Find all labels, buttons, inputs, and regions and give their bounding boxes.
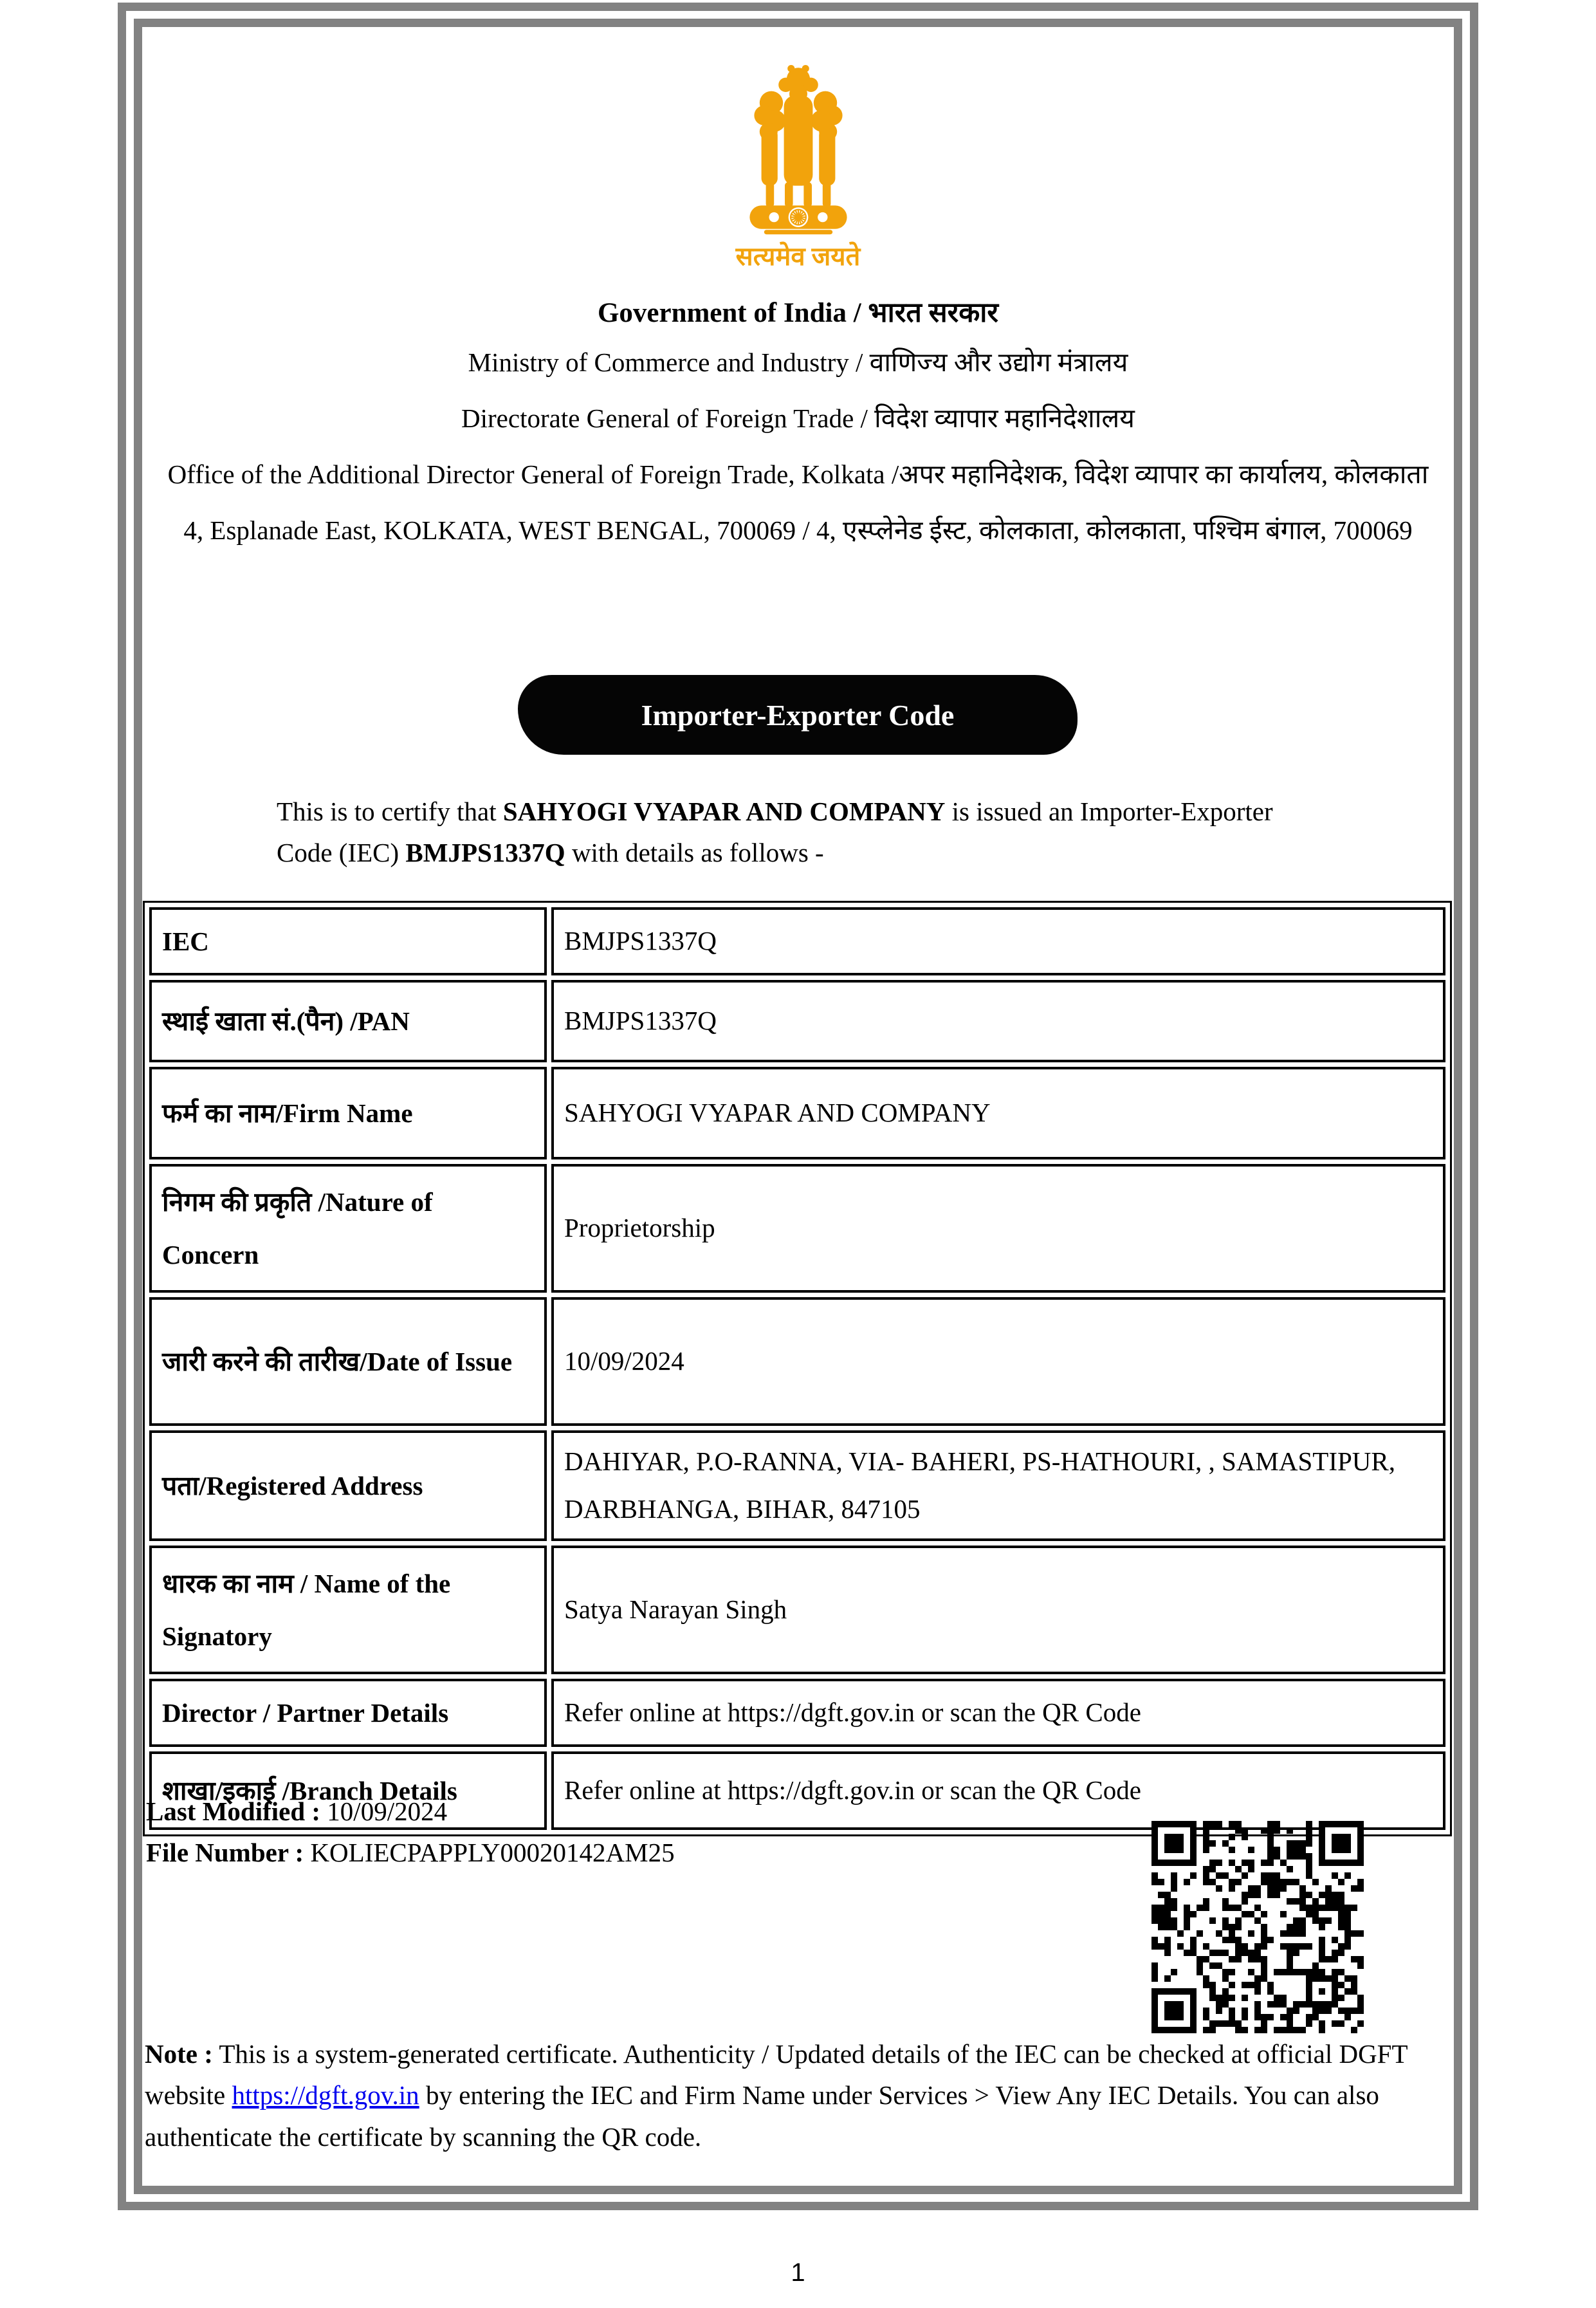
row-label: जारी करने की तारीख/Date of Issue bbox=[149, 1297, 547, 1426]
note-label: Note : bbox=[145, 2039, 213, 2069]
row-value: 10/09/2024 bbox=[551, 1297, 1445, 1426]
firm-name: SAHYOGI VYAPAR AND COMPANY bbox=[502, 797, 946, 826]
note-text bbox=[145, 2033, 1425, 2157]
badge-title: Importer-Exporter Code bbox=[641, 698, 955, 732]
iec-details-table bbox=[143, 901, 1452, 1836]
ministry-line: Ministry of Commerce and Industry / वाणिज्य और उद्योग मंत्रालय bbox=[468, 347, 1128, 377]
row-label: स्थाई खाता सं.(पैन) /PAN bbox=[149, 980, 547, 1062]
table-row bbox=[149, 1546, 1445, 1674]
row-label: पता/Registered Address bbox=[149, 1430, 547, 1541]
iec-code: BMJPS1337Q bbox=[405, 837, 565, 867]
row-value: BMJPS1337Q bbox=[551, 907, 1445, 975]
note-after-link: by entering the IEC and Firm Name under Services > View Any IEC Details. You can also authenticate the certificate by scanning the QR code. bbox=[145, 2080, 1379, 2152]
certificate-header bbox=[142, 56, 1454, 554]
table-row bbox=[149, 1430, 1445, 1541]
row-value: Satya Narayan Singh bbox=[551, 1546, 1445, 1674]
row-label: IEC bbox=[149, 907, 547, 975]
table-row bbox=[149, 1297, 1445, 1426]
row-label: धारक का नाम / Name of the Signatory bbox=[149, 1546, 547, 1674]
certificate-content bbox=[142, 27, 1454, 2186]
file-number-row bbox=[146, 1833, 675, 1874]
certify-prefix: This is to certify that bbox=[277, 797, 503, 826]
page-number: 1 bbox=[791, 2258, 805, 2287]
iec-details-table-body bbox=[149, 907, 1445, 1830]
qr-code bbox=[1151, 1821, 1364, 2033]
table-row bbox=[149, 980, 1445, 1062]
row-value: Proprietorship bbox=[551, 1164, 1445, 1293]
certificate-outer-border bbox=[118, 3, 1478, 2210]
file-number-value: KOLIECPAPPLY00020142AM25 bbox=[310, 1837, 675, 1867]
last-modified-row bbox=[146, 1791, 675, 1833]
row-value: Refer online at https://dgft.gov.in or scan the QR Code bbox=[551, 1679, 1445, 1747]
row-label: फर्म का नाम/Firm Name bbox=[149, 1067, 547, 1159]
row-label: Director / Partner Details bbox=[149, 1679, 547, 1747]
office-line: Office of the Additional Director General of Foreign Trade, Kolkata /अपर महानिदेशक, विदेश व्यापार का कार्यालय, कोलकाता bbox=[167, 459, 1429, 489]
row-label: शाखा/इकाई /Branch Details bbox=[149, 1751, 547, 1830]
table-row bbox=[149, 1067, 1445, 1159]
last-modified-value: 10/09/2024 bbox=[327, 1796, 448, 1826]
certification-statement bbox=[277, 791, 1332, 873]
file-number-label: File Number : bbox=[146, 1837, 304, 1867]
dgft-website-link[interactable]: https://dgft.gov.in bbox=[232, 2080, 419, 2110]
directorate-line: Directorate General of Foreign Trade / विदेश व्यापार महानिदेशालय bbox=[461, 403, 1135, 433]
government-of-india-line: Government of India / भारत सरकार bbox=[597, 298, 999, 328]
row-value: DAHIYAR, P.O-RANNA, VIA- BAHERI, PS-HATHOURI, , SAMASTIPUR, DARBHANGA, BIHAR, 847105 bbox=[551, 1430, 1445, 1541]
row-label: निगम की प्रकृति /Nature of Concern bbox=[149, 1164, 547, 1293]
certificate-inner-border bbox=[134, 19, 1462, 2194]
row-value: SAHYOGI VYAPAR AND COMPANY bbox=[551, 1067, 1445, 1159]
footer-meta bbox=[146, 1791, 675, 1873]
last-modified-label: Last Modified : bbox=[146, 1796, 321, 1826]
table-row bbox=[149, 1679, 1445, 1747]
certify-middle: is issued an Importer-Exporter Code (IEC) bbox=[277, 797, 1273, 867]
table-row bbox=[149, 1164, 1445, 1293]
certify-suffix: with details as follows - bbox=[565, 837, 824, 867]
note-before-link: This is a system-generated certificate. Authenticity / Updated details of the IEC can be checked at official DGFT website bbox=[145, 2039, 1408, 2110]
row-value: BMJPS1337Q bbox=[551, 980, 1445, 1062]
emblem-motto: सत्यमेव जयते bbox=[735, 242, 861, 271]
table-row bbox=[149, 907, 1445, 975]
ashoka-emblem-icon bbox=[744, 56, 852, 236]
office-address-line: 4, Esplanade East, KOLKATA, WEST BENGAL, 700069 / 4, एस्प्लेनेड ईस्ट, कोलकाता, कोलकाता, पश्चिम बंगाल, 700069 bbox=[183, 515, 1413, 545]
importer-exporter-code-badge bbox=[518, 675, 1078, 755]
row-value: Refer online at https://dgft.gov.in or scan the QR Code bbox=[551, 1751, 1445, 1830]
